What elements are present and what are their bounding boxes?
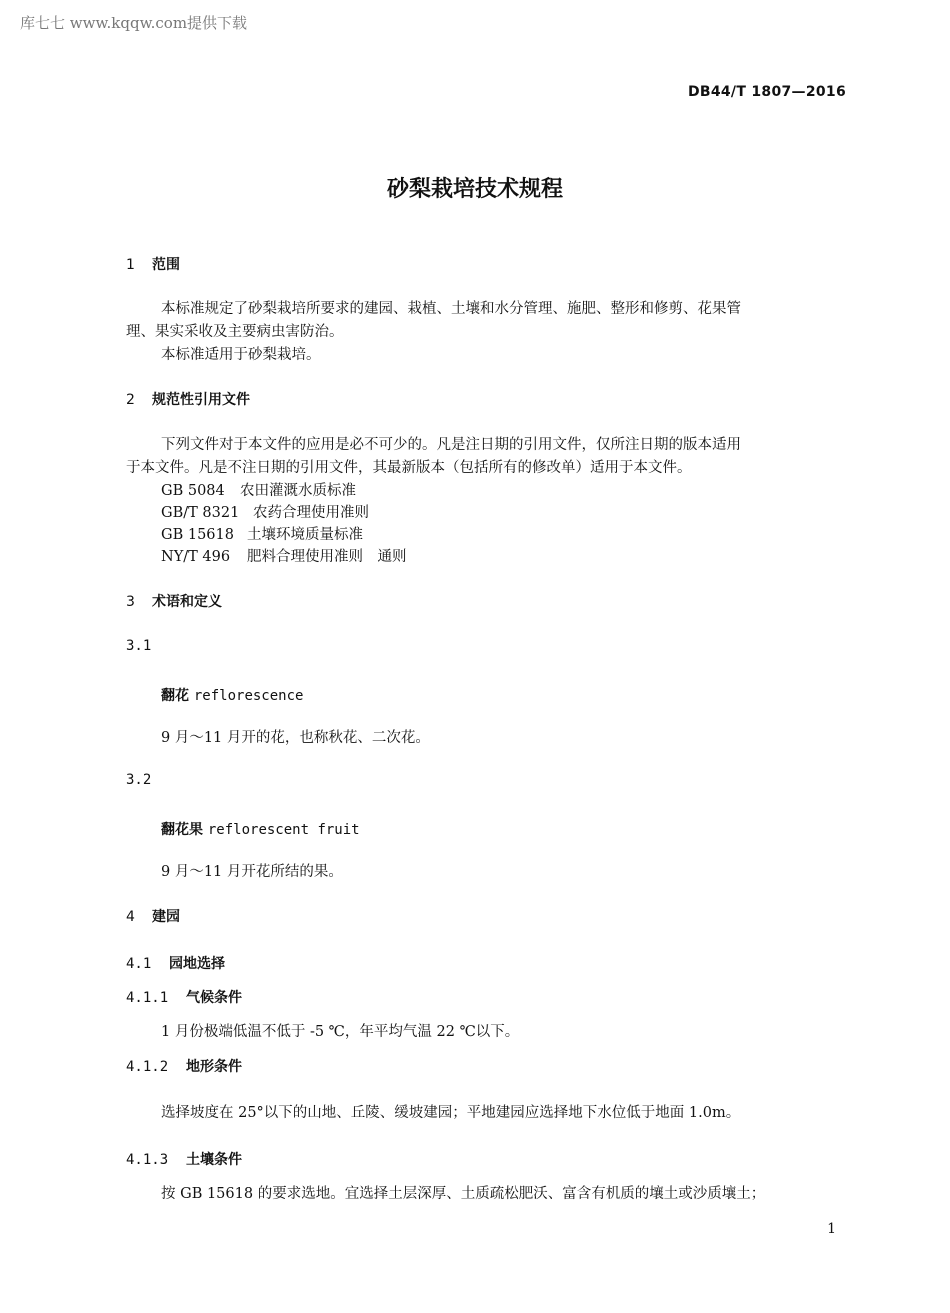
term-chinese: 翻花 — [161, 688, 189, 704]
paragraph: 选择坡度在 25°以下的山地、丘陵、缓坡建园；平地建园应选择地下水位低于地面 1.0m。 — [161, 1105, 741, 1121]
term-3-2 — [161, 819, 360, 839]
paragraph: 1 月份极端低温不低于 -5 ℃，年平均气温 22 ℃以下。 — [161, 1024, 520, 1040]
reference-name: 土壤环境质量标准 — [247, 527, 363, 543]
subsection-4-1-3-heading — [126, 1149, 242, 1169]
paragraph-line: 理、果实采收及主要病虫害防治。 — [126, 324, 344, 340]
term-definition: 9 月～11 月开花所结的果。 — [161, 864, 343, 880]
section-1-heading — [126, 254, 180, 274]
section-2-heading — [126, 389, 250, 409]
term-3-1 — [161, 685, 303, 705]
section-number: 4.1 — [126, 956, 152, 972]
reference-name: 肥料合理使用准则 通则 — [247, 549, 407, 565]
page-title: 砂梨栽培技术规程 — [386, 177, 563, 202]
reference-item — [161, 545, 407, 566]
reference-code: NY/T 496 — [161, 549, 231, 565]
section-title: 术语和定义 — [152, 594, 222, 610]
section-title: 规范性引用文件 — [152, 392, 250, 408]
section-number: 4 — [126, 909, 135, 925]
paragraph: 本标准适用于砂梨栽培。 — [161, 347, 321, 363]
paragraph-line: 于本文件。凡是不注日期的引用文件，其最新版本（包括所有的修改单）适用于本文件。 — [126, 460, 692, 476]
subsection-4-1-1-heading — [126, 987, 242, 1007]
section-4-heading — [126, 906, 180, 926]
section-number: 4.1.1 — [126, 990, 169, 1006]
reference-name: 农田灌溉水质标准 — [240, 483, 356, 499]
term-chinese: 翻花果 — [161, 822, 203, 838]
section-title: 建园 — [152, 909, 180, 925]
document-code: DB44/T 1807—2016 — [687, 84, 846, 100]
section-number: 3 — [126, 594, 135, 610]
reference-code: GB/T 8321 — [161, 505, 240, 521]
term-english: reflorescent fruit — [207, 822, 360, 838]
section-title: 地形条件 — [186, 1059, 242, 1075]
section-number: 4.1.2 — [126, 1059, 169, 1075]
paragraph-line: 本标准规定了砂梨栽培所要求的建园、栽植、土壤和水分管理、施肥、整形和修剪、花果管 — [161, 301, 741, 317]
subsection-4-1-heading — [126, 953, 225, 973]
term-definition: 9 月～11 月开的花，也称秋花、二次花。 — [161, 730, 430, 746]
section-title: 气候条件 — [186, 990, 242, 1006]
paragraph-line: 下列文件对于本文件的应用是必不可少的。凡是注日期的引用文件，仅所注日期的版本适用 — [161, 437, 741, 453]
subsection-3-2-number: 3.2 — [126, 772, 152, 788]
section-title: 土壤条件 — [186, 1152, 242, 1168]
page-number: 1 — [827, 1221, 836, 1237]
section-3-heading — [126, 591, 222, 611]
reference-code: GB 15618 — [161, 527, 234, 543]
reference-item — [161, 523, 363, 544]
reference-item — [161, 479, 356, 500]
subsection-3-1-number: 3.1 — [126, 638, 152, 654]
term-english: reflorescence — [193, 688, 304, 704]
subsection-4-1-2-heading — [126, 1056, 242, 1076]
reference-name: 农药合理使用准则 — [253, 505, 369, 521]
section-number: 1 — [126, 257, 135, 273]
reference-code: GB 5084 — [161, 483, 225, 499]
section-number: 2 — [126, 392, 135, 408]
section-title: 范围 — [152, 257, 180, 273]
reference-item — [161, 501, 369, 522]
section-title: 园地选择 — [169, 956, 225, 972]
paragraph: 按 GB 15618 的要求选地。宜选择土层深厚、土质疏松肥沃、富含有机质的壤土或沙质壤土； — [161, 1186, 766, 1202]
watermark: 库七七 www.kqqw.com提供下载 — [20, 14, 248, 32]
section-number: 4.1.3 — [126, 1152, 169, 1168]
